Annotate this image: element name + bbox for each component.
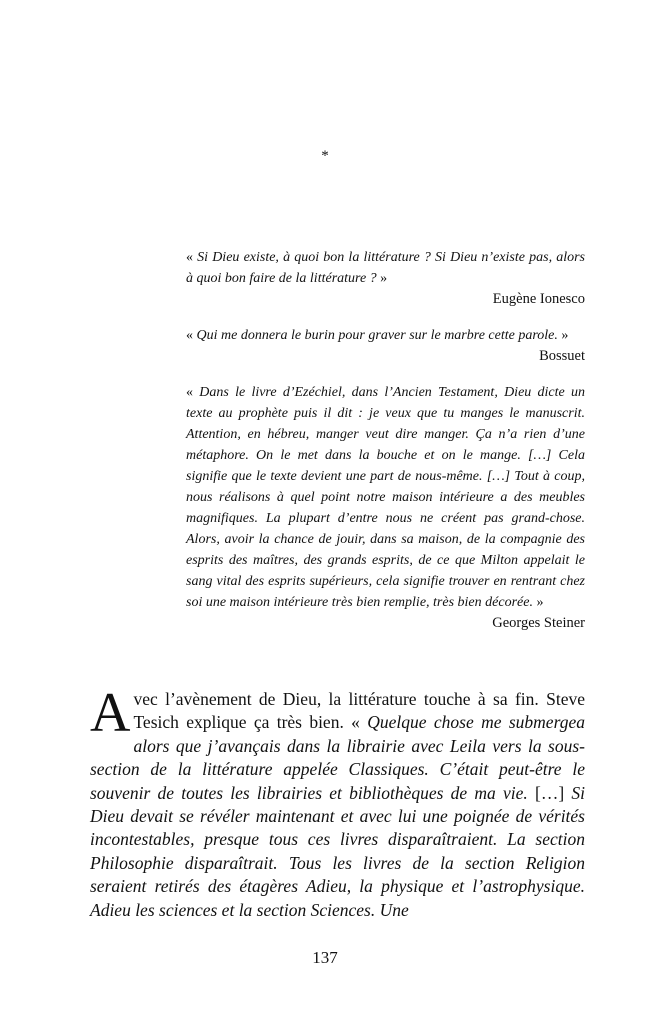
epigraph-steiner bbox=[186, 382, 585, 633]
epigraph-bossuet bbox=[186, 325, 585, 366]
quote-ellipsis: […] bbox=[527, 782, 572, 803]
epigraph-quote: « Qui me donnera le burin pour graver sur le marbre cette parole. » bbox=[186, 328, 569, 343]
epigraph-ionesco bbox=[186, 247, 585, 309]
epigraphs bbox=[186, 247, 585, 649]
body-lead: vec l’avènement de Dieu, la littérature touche à sa fin. Steve Tesich explique ça très bien. « bbox=[133, 689, 585, 733]
section-separator: * bbox=[321, 148, 329, 164]
page-number: 137 bbox=[312, 948, 338, 967]
epigraph-author: Eugène Ionesco bbox=[492, 291, 585, 307]
tesich-quote-part1: Quelque chose me submergea alors que j’avançais dans la librairie avec Leila vers la sous-section de la littérature appelée Classiques. C’était peut-être le souvenir de toutes les librairies et bibliothèques de ma vie. bbox=[90, 712, 585, 803]
tesich-quote-part2: Si Dieu devait se révéler maintenant et avec lui une poignée de vérités incontestables, presque tous ces livres disparaîtraient. La section Philosophie disparaîtrait. Tous les livres de la section Religion seraient retirés des étagères Adieu, la physique et l’astrophysique. Adieu les sciences et la section Sciences. Une bbox=[90, 782, 586, 920]
drop-cap: A bbox=[90, 682, 131, 744]
epigraph-author: Georges Steiner bbox=[492, 615, 585, 631]
epigraph-quote: « Si Dieu existe, à quoi bon la littérature ? Si Dieu n’existe pas, alors à quoi bon faire de la littérature ? » bbox=[186, 250, 586, 286]
epigraph-author: Bossuet bbox=[539, 348, 585, 364]
epigraph-quote: « Dans le livre d’Ezéchiel, dans l’Ancien Testament, Dieu dicte un texte au prophète puis il dit : je veux que tu manges le manuscrit. Attention, en hébreu, manger veut dire manger. Ça n’a rien d’une métaphore. On le met dans la bouche et on le mange. […] Cela signifie que le texte devient une part de nous-même. […] Tout à coup, nous réalisons à quel point notre maison intérieure a des meubles magnifiques. La plupart d’entre nous ne créent pas grand-chose. Alors, avoir la chance de jouir, dans sa maison, de la compagnie des esprits des maîtres, des grands esprits, de ce que Milton appelait le sang vital des esprits supérieurs, cela signifie trouver en rentrant chez soi une maison intérieure très bien remplie, très bien décorée. » bbox=[186, 385, 586, 610]
body-paragraph bbox=[90, 682, 586, 922]
